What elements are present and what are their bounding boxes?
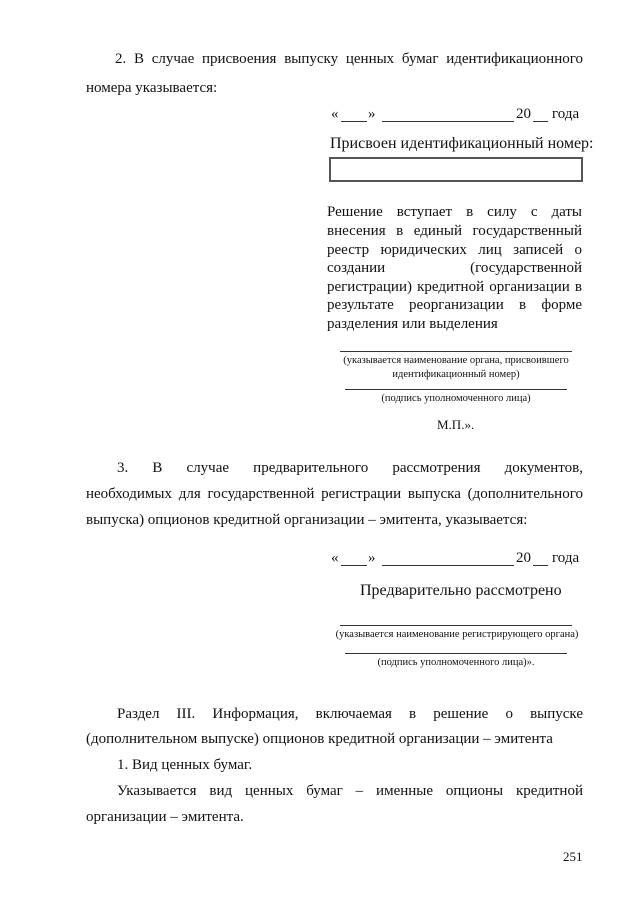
part3-text-line2: организации – эмитента. [86,809,244,825]
decision-line-6: результате реорганизации в форме [327,297,582,313]
decision-line-3: реестр юридических лиц записей о [327,242,582,258]
signature-line-section2[interactable] [345,389,567,390]
section2-paragraph-line1: 2. В случае присвоения выпуску ценных бумаг идентификационного [115,51,583,67]
decision-line-7: разделения или выделения [327,316,498,332]
organ-caption-line1: (указывается наименование органа, присвоившего [343,355,569,366]
date-year-blank[interactable] [533,121,548,122]
date-day-blank[interactable] [341,565,367,566]
decision-line-2: внесения в единый государственный [327,223,582,239]
date-quote-open: « [331,106,339,122]
signature-line-section3[interactable] [345,653,567,654]
assigned-number-box[interactable] [329,157,583,182]
date-year-word: года [552,106,580,122]
date-quote-close: » [368,550,376,566]
date-year-word: года [552,550,580,566]
date-year-blank[interactable] [533,565,548,566]
registering-organ-line[interactable] [340,625,572,626]
signature-caption-section3: (подпись уполномоченного лица)». [377,657,535,668]
organ-name-line[interactable] [340,351,572,352]
date-month-blank[interactable] [382,565,514,566]
section3-paragraph-line1: 3. В случае предварительного рассмотрения документов, [117,460,583,476]
date-quote-close: » [368,106,376,122]
section3-paragraph-line3: выпуска) опционов кредитной организации – эмитента, указывается: [86,512,528,528]
assigned-number-label: Присвоен идентификационный номер: [330,135,594,152]
registering-organ-caption: (указывается наименование регистрирующего органа) [335,629,579,640]
section2-paragraph-line2: номера указывается: [86,80,218,96]
decision-line-4: создании (государственной [327,260,582,276]
date-day-blank[interactable] [341,121,367,122]
decision-line-5: регистрации) кредитной организации в [327,279,582,295]
organ-caption-line2: идентификационный номер) [392,369,520,380]
seal-mark: М.П.». [437,417,475,432]
part3-heading-line1: Раздел III. Информация, включаемая в решение о выпуске [117,706,583,722]
date-year-prefix: 20 [516,550,531,566]
part3-text-line1: Указывается вид ценных бумаг – именные опционы кредитной [117,783,583,799]
date-quote-open: « [331,550,339,566]
part3-heading-line2: (дополнительном выпуске) опционов кредитной организации – эмитента [86,731,553,747]
signature-caption-section2: (подпись уполномоченного лица) [381,393,531,404]
page-number: 251 [563,849,583,864]
decision-line-1: Решение вступает в силу с даты [327,204,582,220]
date-month-blank[interactable] [382,121,514,122]
section3-paragraph-line2: необходимых для государственной регистрации выпуска (дополнительного [86,486,583,502]
date-year-prefix: 20 [516,106,531,122]
part3-item1: 1. Вид ценных бумаг. [117,757,253,773]
reviewed-label: Предварительно рассмотрено [360,582,562,599]
